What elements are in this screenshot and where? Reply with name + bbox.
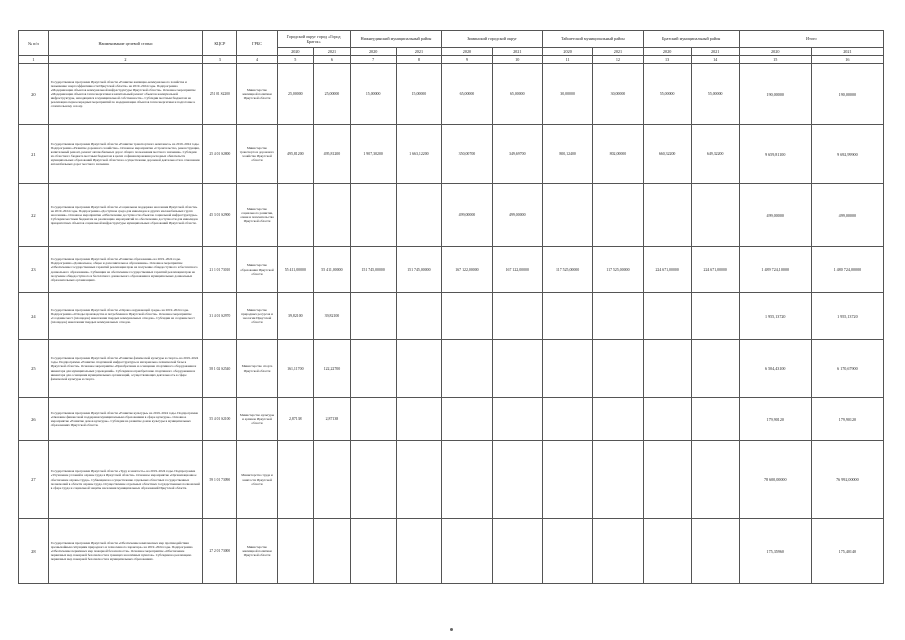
row-value: 1 907,30200 [350,125,396,184]
header-municipality: Нижнеудинский муниципальный район [350,31,442,48]
row-total: 175,35960 [739,519,811,584]
row-value [691,184,739,247]
row-total: 76 992,00000 [811,441,883,519]
row-value [442,293,492,340]
row-value [350,340,396,398]
row-total: 175,40140 [811,519,883,584]
row-value: 2,87138 [314,398,351,441]
table-header-row [19,31,884,48]
column-number: 13 [643,56,691,64]
row-value [593,441,643,519]
header-year: 2021 [314,48,351,56]
row-value [350,293,396,340]
table-row [19,340,884,398]
row-value: 15,00000 [396,64,442,125]
row-value [492,519,542,584]
row-value [277,519,314,584]
table-row [19,125,884,184]
row-total: 9 692,99900 [811,125,883,184]
header-year: 2021 [593,48,643,56]
row-value: 2,87138 [277,398,314,441]
row-value: 55 411,00000 [277,247,314,293]
row-value [643,519,691,584]
row-value [442,340,492,398]
row-total: 1 955,13720 [739,293,811,340]
header-year: 2021 [691,48,739,56]
column-number: 11 [542,56,592,64]
header-year: 2020 [442,48,492,56]
row-number: 26 [19,398,49,441]
row-value [277,441,314,519]
row-value: 350,00700 [442,125,492,184]
row-value: 15,00000 [350,64,396,125]
row-value [492,441,542,519]
row-value [593,184,643,247]
row-total: 190,00000 [811,64,883,125]
row-number: 25 [19,340,49,398]
row-total: 179,90120 [811,398,883,441]
row-value [542,519,592,584]
row-total: 499,00000 [739,184,811,247]
row-value: 55,00000 [691,64,739,125]
header-year: 2020 [542,48,592,56]
row-name: Государственная программа Иркутской области «Развитие жилищно-коммунального хозяйства и повышение энергоэффективности Иркутской области» на 2019–2024 годы. Подпрограмма «Модернизация объектов коммунальной инфраструктуры Иркутской области». Основное мероприятие «Модернизация объектов теплоэнергетики и капитальный ремонт объектов коммунальной инфраструктуры, находящихся в муниципальной собственности». Субсидии местным бюджетам на реализацию первоочередных мероприятий по модернизации объектов теплоэнергетики и подготовке к отопительному сезону. [48,64,202,125]
column-number: 3 [203,56,237,64]
row-value [277,184,314,247]
row-name: Государственная программа Иркутской области «Социальная поддержка населения Иркутской области» на 2019–2024 годы. Подпрограмма «Доступная среда для инвалидов и других маломобильных групп населения». Основное мероприятие «Обеспечение доступности объектов социальной инфраструктуры». Субсидии местным бюджетам на реализацию мероприятий по обеспечению доступности для инвалидов приоритетных объектов социальной инфраструктуры муниципальных образований Иркутской области. [48,184,202,247]
row-value: 65,00000 [492,64,542,125]
row-grbs: Министерство транспорта и дорожного хозяйства Иркутской области [237,125,277,184]
row-value: 495,81200 [314,125,351,184]
row-value [442,441,492,519]
row-value: 117 525,00000 [593,247,643,293]
column-number: 5 [277,56,314,64]
row-total: 6 170,67900 [811,340,883,398]
header-year: 2021 [492,48,542,56]
header-code: КЦСР [203,31,237,56]
column-number: 6 [314,56,351,64]
row-value [691,293,739,340]
row-grbs: Министерство образования Иркутской области [237,247,277,293]
row-number: 27 [19,441,49,519]
budget-table [18,30,884,584]
table-row [19,519,884,584]
row-value: 55,00000 [643,64,691,125]
table-row [19,64,884,125]
row-code: 21 1 01 73010 [203,247,237,293]
row-value [492,293,542,340]
row-name: Государственная программа Иркутской области «Развитие транспортного комплекса» на 2019–2024 годы. Подпрограмма «Развитие дорожного хозяйства». Основное мероприятие «Строительство, реконструкция, капитальный ремонт, ремонт автомобильных дорог общего пользования местного значения». Субсидии из областного бюджета местным бюджетам в целях софинансирования расходных обязательств муниципальных образований Иркутской области на осуществление дорожной деятельности в отношении автомобильных дорог местного значения. [48,125,202,184]
row-value [643,184,691,247]
row-value: 660,32200 [643,125,691,184]
row-value [396,441,442,519]
row-value [542,184,592,247]
row-value: 30,00000 [542,64,592,125]
row-value: 25,00000 [314,64,351,125]
row-value [492,340,542,398]
row-code: 59 1 01 73090 [203,441,237,519]
row-value: 499,00000 [442,184,492,247]
row-grbs: Министерство спорта Иркутской области [237,340,277,398]
row-value: 499,00000 [492,184,542,247]
row-value [314,184,351,247]
row-value [350,441,396,519]
row-value [542,340,592,398]
row-value: 151 745,00000 [350,247,396,293]
row-value [691,519,739,584]
row-grbs: Министерство труда и занятости Иркутской области [237,441,277,519]
row-value [314,519,351,584]
row-value [593,519,643,584]
header-name: Наименование целевой статьи [48,31,202,56]
header-municipality: Городской округ город «Город Братск» [277,31,350,48]
row-total: 1 489 724,10000 [739,247,811,293]
row-number: 24 [19,293,49,340]
row-name: Государственная программа Иркутской области «Труд и занятость» на 2019–2024 годы. Подпрограмма «Улучшение условий и охраны труда в Иркутской области». Основное мероприятие «Организационное обеспечение охраны труда». Субвенции на осуществление отдельных областных государственных полномочий в области охраны труда. Осуществление отдельных областных государственных полномочий в сфере труда и социальной защиты населения муниципальных образований Иркутской области. [48,441,202,519]
row-value: 161,11700 [277,340,314,398]
row-value: 65,00000 [442,64,492,125]
header-municipality: Тайшетский муниципальный район [542,31,643,48]
row-total: 1 480 724,00000 [811,247,883,293]
row-number: 22 [19,184,49,247]
column-number: 4 [237,56,277,64]
row-code: 25 4 01 S2800 [203,125,237,184]
row-total: 6 504,43100 [739,340,811,398]
row-value [396,293,442,340]
row-value: 39,82100 [277,293,314,340]
row-value [643,398,691,441]
row-code: 251 01 S2200 [203,64,237,125]
table-row [19,247,884,293]
row-value [442,398,492,441]
row-value: 122,22700 [314,340,351,398]
row-value: 649,32200 [691,125,739,184]
header-year: 2020 [739,48,811,56]
row-value [314,441,351,519]
row-value [643,340,691,398]
column-number: 16 [811,56,883,64]
row-value: 55 411,00000 [314,247,351,293]
row-value [593,293,643,340]
row-value [593,398,643,441]
header-municipality: Братский муниципальный район [643,31,739,48]
header-number: № п/п [19,31,49,56]
row-code: 45 3 01 S2900 [203,184,237,247]
row-name: Государственная программа Иркутской области «Обеспечение комплексных мер противодействия чрезвычайным ситуациям природного и техногенного характера» на 2019–2024 годы. Подпрограмма «Обеспечение первичных мер пожарной безопасности». Основное мероприятие «Обеспечение первичных мер пожарной безопасности в границах населённых пунктов». Субсидии на реализацию первичных мер пожарной безопасности в муниципальных образованиях. [48,519,202,584]
row-total: 179,90120 [739,398,811,441]
row-number: 21 [19,125,49,184]
scan-dot [450,628,453,631]
row-value: 117 525,00000 [542,247,592,293]
row-value [691,398,739,441]
column-number: 14 [691,56,739,64]
header-year: 2020 [643,48,691,56]
row-grbs: Министерство культуры и архивов Иркутской области [237,398,277,441]
column-number: 7 [350,56,396,64]
row-total: 9 659,81100 [739,125,811,184]
row-value [396,184,442,247]
row-value: 224 671,00000 [691,247,739,293]
row-value [691,441,739,519]
header-year: 2021 [396,48,442,56]
column-number: 9 [442,56,492,64]
row-total: 78 600,00000 [739,441,811,519]
row-value [542,398,592,441]
column-number: 2 [48,56,202,64]
column-number: 15 [739,56,811,64]
header-year: 2020 [350,48,396,56]
column-number: 10 [492,56,542,64]
column-number-row [19,56,884,64]
row-value [593,340,643,398]
row-value [350,398,396,441]
row-value: 167 122,00000 [492,247,542,293]
row-value [643,293,691,340]
row-value [542,293,592,340]
row-total: 190,00000 [739,64,811,125]
row-grbs: Министерство природных ресурсов и экологии Иркутской области [237,293,277,340]
table-row [19,441,884,519]
row-number: 23 [19,247,49,293]
column-number: 1 [19,56,49,64]
row-number: 20 [19,64,49,125]
row-value [643,441,691,519]
column-number: 12 [593,56,643,64]
row-code: 55 4 01 S2100 [203,398,237,441]
row-value [396,519,442,584]
row-value: 25,00000 [277,64,314,125]
table-row [19,184,884,247]
header-year: 2021 [811,48,883,56]
row-value [350,519,396,584]
header-year: 2020 [277,48,314,56]
row-value: 167 122,00000 [442,247,492,293]
row-code: 27 2 01 73000 [203,519,237,584]
row-value [492,398,542,441]
row-value [396,398,442,441]
row-name: Государственная программа Иркутской области «Охрана окружающей среды» на 2019–2024 годы. Подпрограмма «Отходы производства и потребления в Иркутской области». Основное мероприятие «Создание мест (площадок) накопления твердых коммунальных отходов». Субсидии на создание мест (площадок) накопления твердых коммунальных отходов. [48,293,202,340]
header-grbs: ГРБС [237,31,277,56]
row-value: 495,81200 [277,125,314,184]
row-name: Государственная программа Иркутской области «Развитие культуры» на 2019–2024 годы. Подпрограмма «Оказание финансовой поддержки муниципальным образованиям в сфере культуры». Основное мероприятие «Развитие домов культуры». Субсидии на развитие домов культуры в муниципальных образованиях Иркутской области. [48,398,202,441]
row-value [396,340,442,398]
row-value: 349,69700 [492,125,542,184]
row-value: 1 663,12200 [396,125,442,184]
row-value [442,519,492,584]
row-total: 1 955,13720 [811,293,883,340]
row-total: 499,00000 [811,184,883,247]
row-code: 58 1 02 S2540 [203,340,237,398]
column-number: 8 [396,56,442,64]
row-number: 28 [19,519,49,584]
row-value: 224 671,00000 [643,247,691,293]
row-value: 151 745,00000 [396,247,442,293]
row-grbs: Министерство социального развития, опеки и попечительства Иркутской области [237,184,277,247]
row-value: 39,82100 [314,293,351,340]
row-value: 800,12400 [542,125,592,184]
header-municipality: Зиминский городской округ [442,31,543,48]
table-row [19,398,884,441]
table-row [19,293,884,340]
header-total: Итого [739,31,883,48]
row-grbs: Министерство жилищной политики Иркутской области [237,64,277,125]
row-value: 30,00000 [593,64,643,125]
row-code: 31 4 01 S2970 [203,293,237,340]
document-sheet [18,30,884,620]
row-value: 802,00000 [593,125,643,184]
row-grbs: Министерство жилищной политики Иркутской области [237,519,277,584]
row-value [350,184,396,247]
row-name: Государственная программа Иркутской области «Развитие образования» на 2019–2024 годы. Подпрограмма «Дошкольное, общее и дополнительное образование». Основное мероприятие «Обеспечение государственных гарантий реализации прав на получение общедоступного и бесплатного дошкольного образования». Субвенции на обеспечение государственных гарантий реализации прав на получение общедоступного и бесплатного дошкольного образования в муниципальных дошкольных образовательных организациях. [48,247,202,293]
row-value [691,340,739,398]
row-name: Государственная программа Иркутской области «Развитие физической культуры и спорта» на 2019–2024 годы. Подпрограмма «Развитие спортивной инфраструктуры и материально-технической базы в Иркутской области». Основное мероприятие «Приобретение и оснащение спортивного оборудования и инвентаря для муниципальных учреждений». Субсидии на приобретение спортивного оборудования и инвентаря для оснащения муниципальных организаций, осуществляющих деятельность в сфере физической культуры и спорта. [48,340,202,398]
row-value [542,441,592,519]
